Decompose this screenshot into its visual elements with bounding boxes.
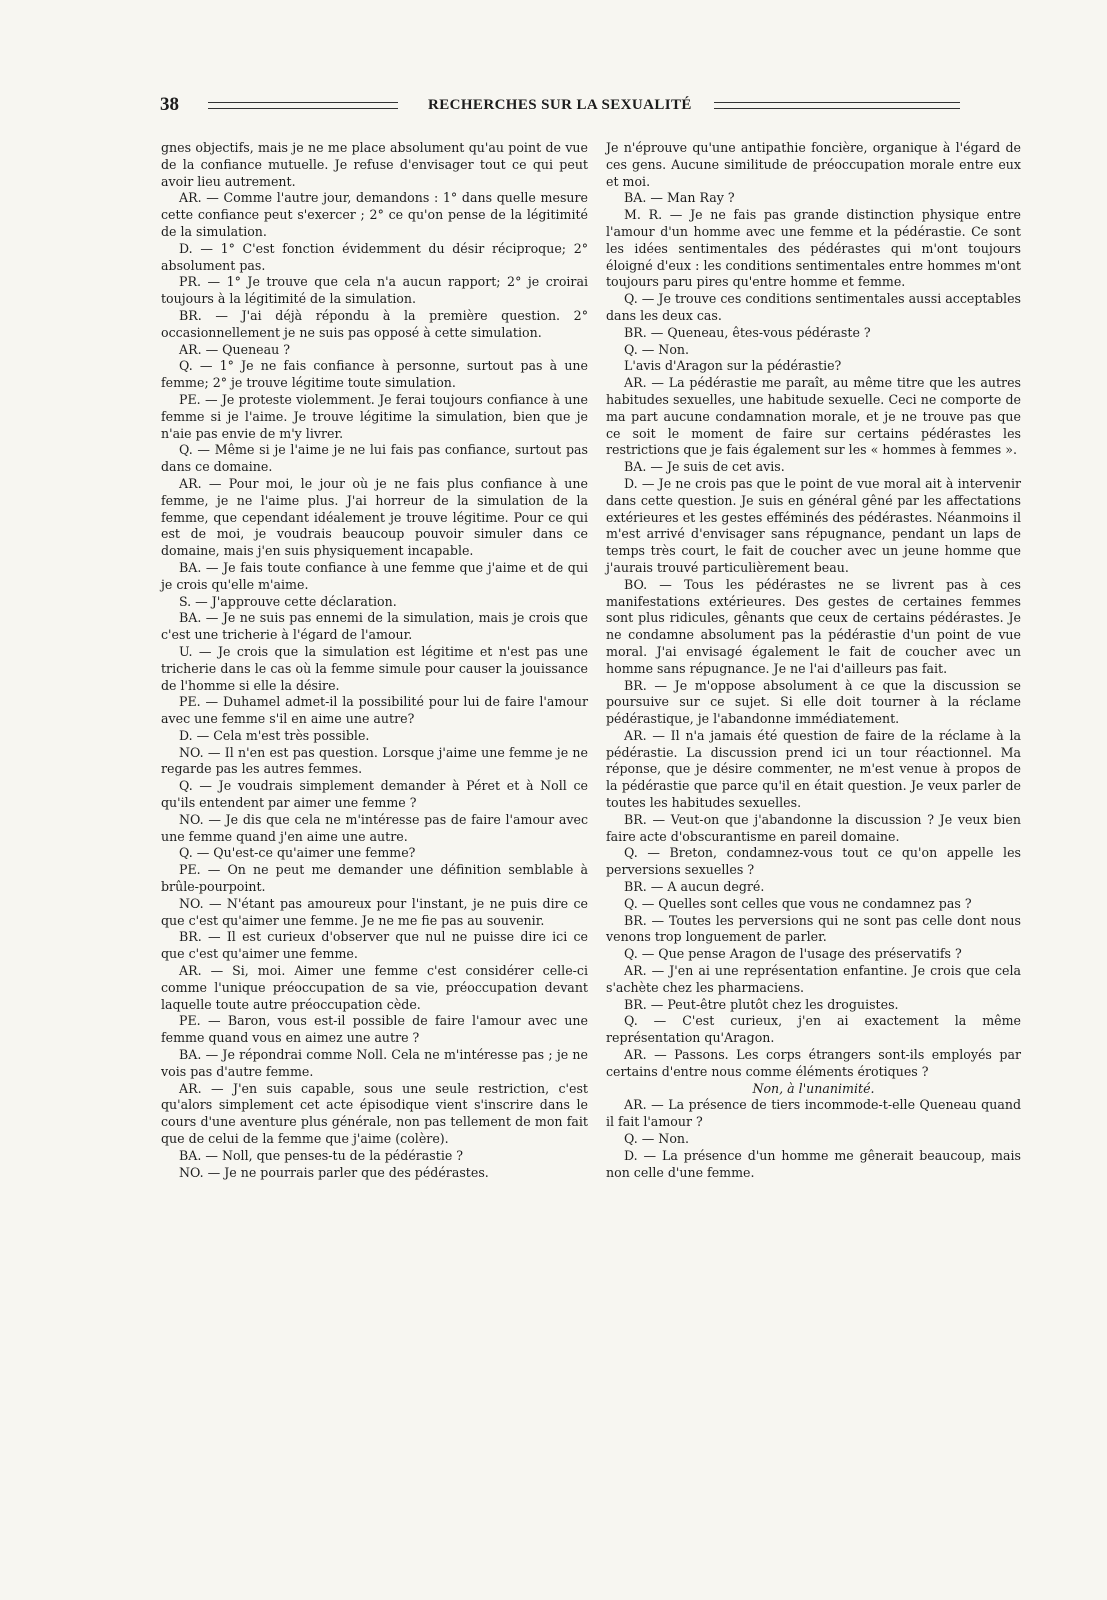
paragraph: BR. — Veut-on que j'abandonne la discussion ? Je veux bien faire acte d'obscurantisme en pareil domaine. <box>606 811 1021 844</box>
paragraph: U. — Je crois que la simulation est légitime et n'est pas une tricherie dans le cas où la femme simule pour causer la jouissance de l'homme si elle la désire. <box>161 643 588 693</box>
left-column <box>161 140 588 1181</box>
paragraph: Q. — Même si je l'aime je ne lui fais pas confiance, surtout pas dans ce domaine. <box>161 442 588 475</box>
paragraph: gnes objectifs, mais je ne me place absolument qu'au point de vue de la confiance mutuelle. Je refuse d'envisager tout ce qui peut avoir lieu autrement. <box>161 140 588 189</box>
paragraph: PE. — Baron, vous est-il possible de faire l'amour avec une femme quand vous en aimez une autre ? <box>161 1013 588 1046</box>
paragraph: Q. — Non. <box>624 341 690 357</box>
paragraph: BR. — Queneau, êtes-vous pédéraste ? <box>624 324 871 340</box>
paragraph: BA. — Noll, que penses-tu de la pédérastie ? <box>179 1147 464 1163</box>
paragraph: BA. — Je ne suis pas ennemi de la simulation, mais je crois que c'est une tricherie à l'égard de l'amour. <box>161 610 588 643</box>
paragraph: BA. — Je répondrai comme Noll. Cela ne m'intéresse pas ; je ne vois pas d'autre femme. <box>161 1047 588 1079</box>
paragraph: Q. — Qu'est-ce qu'aimer une femme? <box>179 845 416 861</box>
running-title: RECHERCHES SUR LA SEXUALITÉ <box>428 96 692 113</box>
paragraph: NO. — Je dis que cela ne m'intéresse pas de faire l'amour avec une femme quand j'en aime une autre. <box>161 811 588 844</box>
paragraph: BR. — Toutes les perversions qui ne sont pas celle dont nous venons trop longuement de parler. <box>606 912 1021 945</box>
paragraph: Je n'éprouve qu'une antipathie foncière, organique à l'égard de ces gens. Aucune similitude de préoccupation morale entre eux et moi. <box>606 140 1021 189</box>
paragraph: D. — La présence d'un homme me gênerait beaucoup, mais non celle d'une femme. <box>606 1147 1021 1180</box>
paragraph: AR. — J'en suis capable, sous une seule restriction, c'est qu'alors simplement cet acte épisodique vient s'inscrire dans le cours d'une aventure plus générale, non pas tellement de mon fait que de celui de la femme que j'aime (colère). <box>161 1080 588 1147</box>
paragraph: PE. — Je proteste violemment. Je ferai toujours confiance à une femme si je l'aime. Je trouve légitime la simulation, bien que je n'aie pas envie de m'y livrer. <box>161 391 588 441</box>
paragraph: D. — 1° C'est fonction évidemment du désir réciproque; 2° absolument pas. <box>161 240 588 273</box>
paragraph: S. — J'approuve cette déclaration. <box>179 593 397 609</box>
paragraph: PR. — 1° Je trouve que cela n'a aucun rapport; 2° je croirai toujours à la légitimité de la simulation. <box>161 274 588 307</box>
paragraph: Q. — Que pense Aragon de l'usage des préservatifs ? <box>624 946 962 962</box>
paragraph: BR. — Je m'oppose absolument à ce que la discussion se poursuive sur ce sujet. Si elle doit tourner à la réclame pédérastique, je l'abandonne immédiatement. <box>606 677 1021 727</box>
paragraph: AR. — Comme l'autre jour, demandons : 1° dans quelle mesure cette confiance peut s'exercer ; 2° ce qu'on pense de la légitimité de la simulation. <box>161 190 588 239</box>
right-column <box>606 140 1021 1181</box>
paragraph: BA. — Je suis de cet avis. <box>624 459 785 475</box>
paragraph: BO. — Tous les pédérastes ne se livrent pas à ces manifestations extérieures. Des gestes de certaines femmes sont plus ridicules, gênants que ceux de certains pédérastes. Je ne condamne absolument pas la pédérastie d'un point de vue moral. J'ai envisagé également le fait de coucher avec un homme sans répugnance. Je ne l'ai d'ailleurs pas fait. <box>606 576 1021 676</box>
page-header <box>160 92 1036 118</box>
paragraph: D. — Cela m'est très possible. <box>179 727 370 743</box>
paragraph: AR. — Pour moi, le jour où je ne fais plus confiance à une femme, je ne l'aime plus. J'ai horreur de la simulation de la femme, que cependant idéalement je trouve légitime. Pour ce qui est de moi, je voudrais beaucoup pouvoir simuler dans ce domaine, mais j'en suis physiquement incapable. <box>161 475 588 559</box>
paragraph: Non, à l'unanimité. <box>752 1080 875 1096</box>
paragraph: L'avis d'Aragon sur la pédérastie? <box>624 358 842 374</box>
paragraph: AR. — Si, moi. Aimer une femme c'est considérer celle-ci comme l'unique préoccupation de sa vie, préoccupation devant laquelle toute autre préoccupation cède. <box>161 963 588 1012</box>
paragraph: AR. — J'en ai une représentation enfantine. Je crois que cela s'achète chez les pharmaciens. <box>606 963 1021 995</box>
paragraph: NO. — Je ne pourrais parler que des pédérastes. <box>179 1164 489 1180</box>
paragraph: Q. — Breton, condamnez-vous tout ce qu'on appelle les perversions sexuelles ? <box>606 845 1021 878</box>
paragraph: Q. — Non. <box>624 1131 690 1147</box>
paragraph: AR. — Passons. Les corps étrangers sont-ils employés par certains d'entre nous comme éléments érotiques ? <box>606 1047 1021 1079</box>
header-rule-right <box>714 102 960 109</box>
header-rule-left <box>208 102 398 109</box>
paragraph: BA. — Je fais toute confiance à une femme que j'aime et de qui je crois qu'elle m'aime. <box>161 559 588 592</box>
paragraph: PE. — Duhamel admet-il la possibilité pour lui de faire l'amour avec une femme s'il en aime une autre? <box>161 694 588 727</box>
paragraph: Q. — Je voudrais simplement demander à Péret et à Noll ce qu'ils entendent par aimer une femme ? <box>161 778 588 811</box>
paragraph: BR. — Il est curieux d'observer que nul ne puisse dire ici ce que c'est qu'aimer une femme. <box>161 929 588 962</box>
paragraph: AR. — La présence de tiers incommode-t-elle Queneau quand il fait l'amour ? <box>606 1097 1021 1130</box>
paragraph: D. — Je ne crois pas que le point de vue moral ait à intervenir dans cette question. Je suis en général gêné par les affectations extérieures et les gestes efféminés des pédérastes. Néanmoins il m'est arrivé d'envisager sans répugnance, pendant un laps de temps très court, le fait de coucher avec un jeune homme que j'aurais trouvé particulièrement beau. <box>606 475 1021 575</box>
paragraph: M. R. — Je ne fais pas grande distinction physique entre l'amour d'un homme avec une femme et la pédérastie. Ce sont les idées sentimentales des pédérastes qui m'ont toujours éloigné d'eux : les conditions sentimentales entre hommes m'ont toujours paru pires qu'entre homme et femme. <box>606 207 1021 290</box>
paragraph: Q. — Je trouve ces conditions sentimentales aussi acceptables dans les deux cas. <box>606 291 1021 323</box>
paragraph: NO. — Il n'en est pas question. Lorsque j'aime une femme je ne regarde pas les autres femmes. <box>161 744 588 777</box>
paragraph: NO. — N'étant pas amoureux pour l'instant, je ne puis dire ce que c'est qu'aimer une femme. Je ne me fie pas au souvenir. <box>161 895 588 928</box>
paragraph: BA. — Man Ray ? <box>624 190 735 206</box>
paragraph: BR. — Peut-être plutôt chez les droguistes. <box>624 996 899 1012</box>
paragraph: Q. — C'est curieux, j'en ai exactement la même représentation qu'Aragon. <box>606 1013 1021 1046</box>
paragraph: AR. — Il n'a jamais été question de faire de la réclame à la pédérastie. La discussion prend ici un tour réactionnel. Ma réponse, que je désire commenter, ne m'est venue à propos de la pédérastie que parce qu'il en était question. Je veux parler de toutes les habitudes sexuelles. <box>606 727 1021 811</box>
paragraph: AR. — Queneau ? <box>179 341 291 357</box>
paragraph: BR. — J'ai déjà répondu à la première question. 2° occasionnellement je ne suis pas opposé à cette simulation. <box>161 307 588 340</box>
paragraph: Q. — Quelles sont celles que vous ne condamnez pas ? <box>624 895 972 911</box>
paragraph: BR. — A aucun degré. <box>624 879 765 895</box>
paragraph: PE. — On ne peut me demander une définition semblable à brûle-pourpoint. <box>161 862 588 895</box>
page-number: 38 <box>160 94 179 115</box>
paragraph: AR. — La pédérastie me paraît, au même titre que les autres habitudes sexuelles, une habitude sexuelle. Ceci ne comporte de ma part aucune condamnation morale, et je ne trouve pas que ce soit le moment de faire sur certains pédérastes les restrictions que je fais également sur les « hommes à femmes ». <box>606 375 1021 458</box>
paragraph: Q. — 1° Je ne fais confiance à personne, surtout pas à une femme; 2° je trouve légitime toute simulation. <box>161 358 588 391</box>
